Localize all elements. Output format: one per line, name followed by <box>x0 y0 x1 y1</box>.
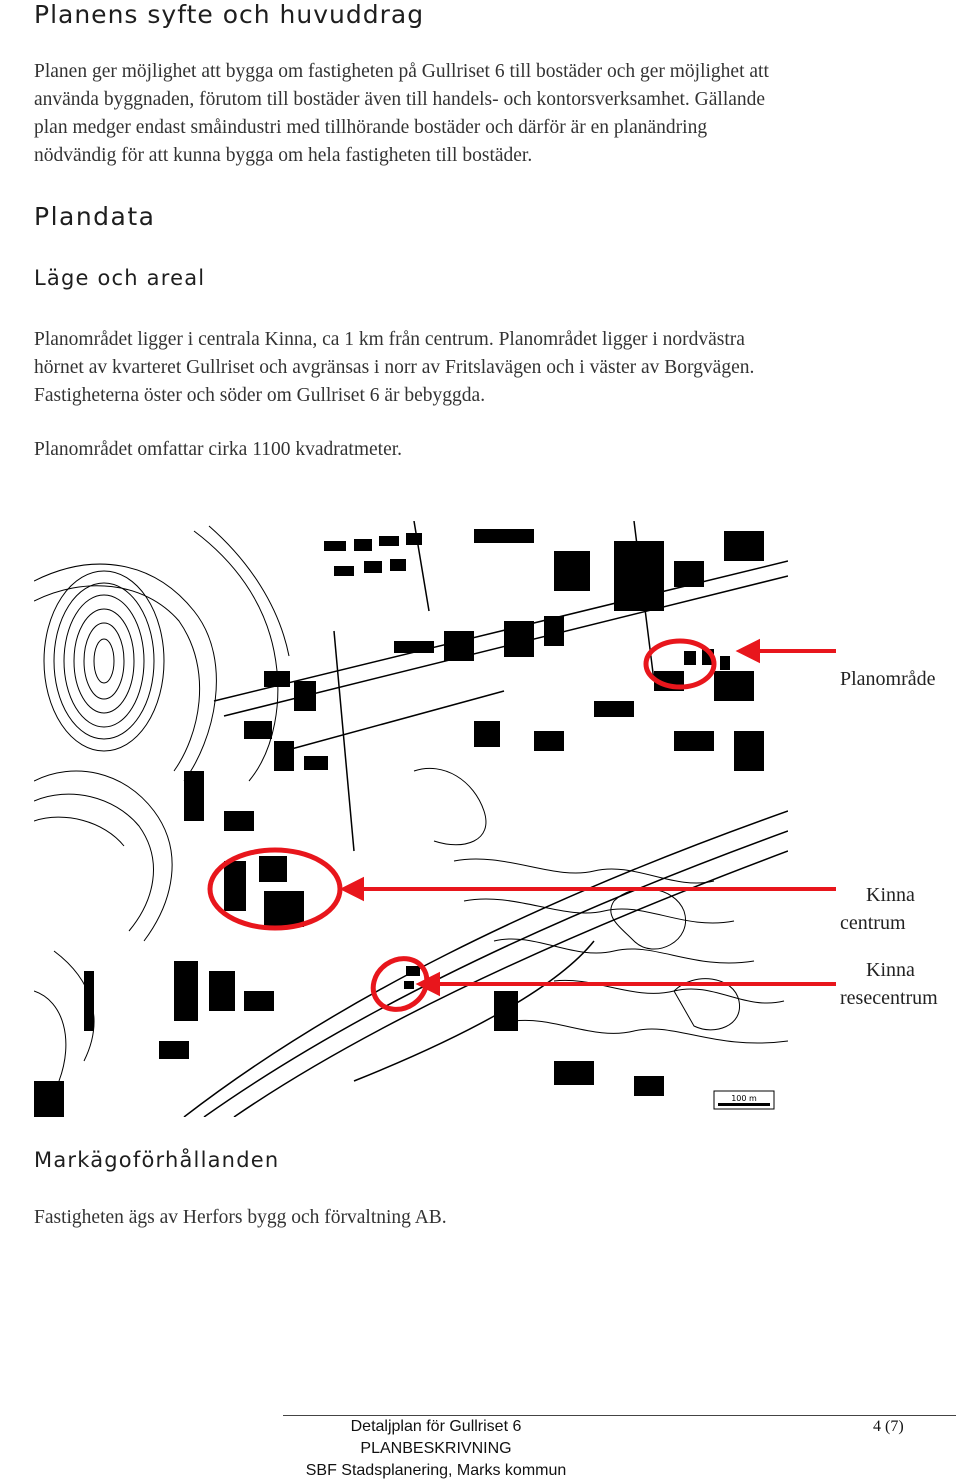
lage-paragraph <box>34 326 939 410</box>
footer-department: SBF Stadsplanering, Marks kommun <box>305 1462 567 1479</box>
label-planomrade: Planområde <box>840 668 936 690</box>
footer <box>283 1416 589 1482</box>
lage-line: Fastigheterna öster och söder om Gullriset 6 är bebyggda. <box>34 385 486 406</box>
label-kinna-centrum-1: Kinna <box>866 884 915 906</box>
label-kinna-resecentrum-1: Kinna <box>866 959 915 981</box>
heading-plandata: Plandata <box>34 202 156 231</box>
arrow-tails <box>788 521 838 1001</box>
heading-markagoforhallanden: Markägoförhållanden <box>34 1148 280 1172</box>
location-map <box>34 521 788 1117</box>
scale-label: 100 m <box>731 1094 757 1103</box>
label-kinna-centrum-2: centrum <box>840 912 906 934</box>
purpose-paragraph <box>34 58 939 170</box>
map-graphic <box>34 521 788 1117</box>
purpose-line: använda byggnaden, förutom till bostäder även till handels- och kontorsverksamhet. Gällande <box>34 89 766 110</box>
scale-bar <box>714 1091 774 1109</box>
page-number: 4 (7) <box>873 1418 904 1435</box>
mark-paragraph: Fastigheten ägs av Herfors bygg och förvaltning AB. <box>34 1207 447 1228</box>
purpose-line: Planen ger möjlighet att bygga om fastigheten på Gullriset 6 till bostäder och ger möjlighet att <box>34 61 769 82</box>
heading-lage-och-areal: Läge och areal <box>34 266 206 290</box>
footer-plan-title: Detaljplan för Gullriset 6 <box>350 1418 522 1435</box>
lage-line: hörnet av kvarteret Gullriset och avgränsas i norr av Fritslavägen och i väster av Borgvägen. <box>34 357 755 378</box>
heading-planens-syfte: Planens syfte och huvuddrag <box>34 0 425 29</box>
label-kinna-resecentrum-2: resecentrum <box>840 987 938 1009</box>
lage-line: Planområdet ligger i centrala Kinna, ca 1 km från centrum. Planområdet ligger i nordvästra <box>34 329 745 350</box>
area-paragraph: Planområdet omfattar cirka 1100 kvadratmeter. <box>34 439 403 460</box>
purpose-line: nödvändig för att kunna bygga om hela fastigheten till bostäder. <box>34 145 533 166</box>
footer-doc-type: PLANBESKRIVNING <box>360 1440 512 1457</box>
purpose-line: plan medger endast småindustri med tillhörande bostäder och därför är en planändring <box>34 117 708 138</box>
